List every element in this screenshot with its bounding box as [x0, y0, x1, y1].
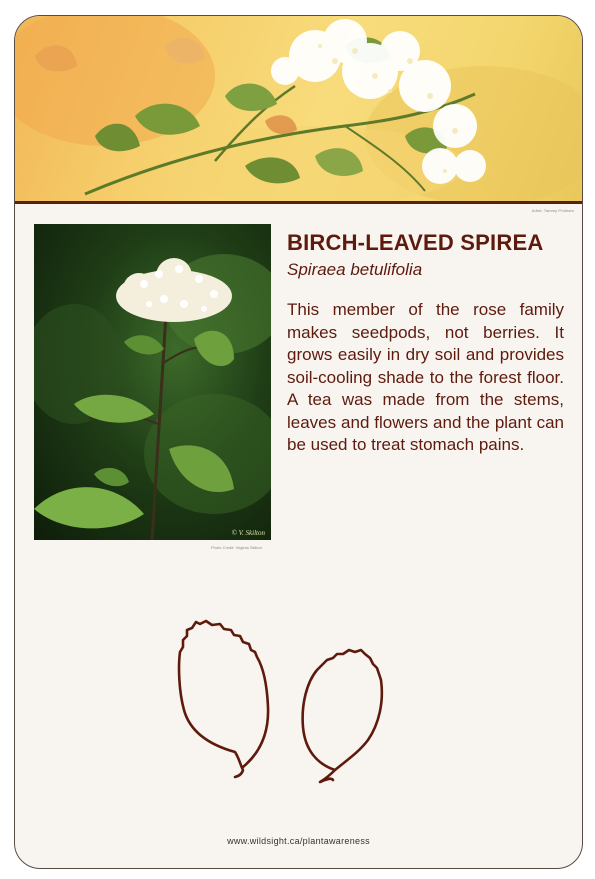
photo-credit: Photo Credit: Virginia Skilton	[211, 545, 262, 550]
artist-credit: Artist: Tammy Pridham	[531, 208, 574, 213]
photo-watermark: © V. Skilton	[231, 529, 265, 537]
plant-scientific-name: Spiraea betulifolia	[287, 260, 423, 279]
leaf-outline-icon	[165, 612, 405, 812]
banner-divider	[15, 201, 582, 204]
plant-photo	[34, 224, 271, 540]
footer-url[interactable]: www.wildsight.ca/plantawareness	[227, 836, 370, 846]
spirea-plant-photo-icon	[34, 224, 271, 540]
banner-painting	[15, 16, 582, 201]
plant-card	[14, 15, 583, 869]
plant-description: This member of the rose family makes seedpods, not berries. It grows easily in dry soil and provides soil-cooling shade to the forest floor. A tea was made from the stems, leaves and flowers and the plant can be used to treat stomach pains.	[287, 300, 564, 454]
plant-common-name: BIRCH-LEAVED SPIREA	[287, 230, 544, 255]
wildflower-painting-icon	[15, 16, 582, 201]
